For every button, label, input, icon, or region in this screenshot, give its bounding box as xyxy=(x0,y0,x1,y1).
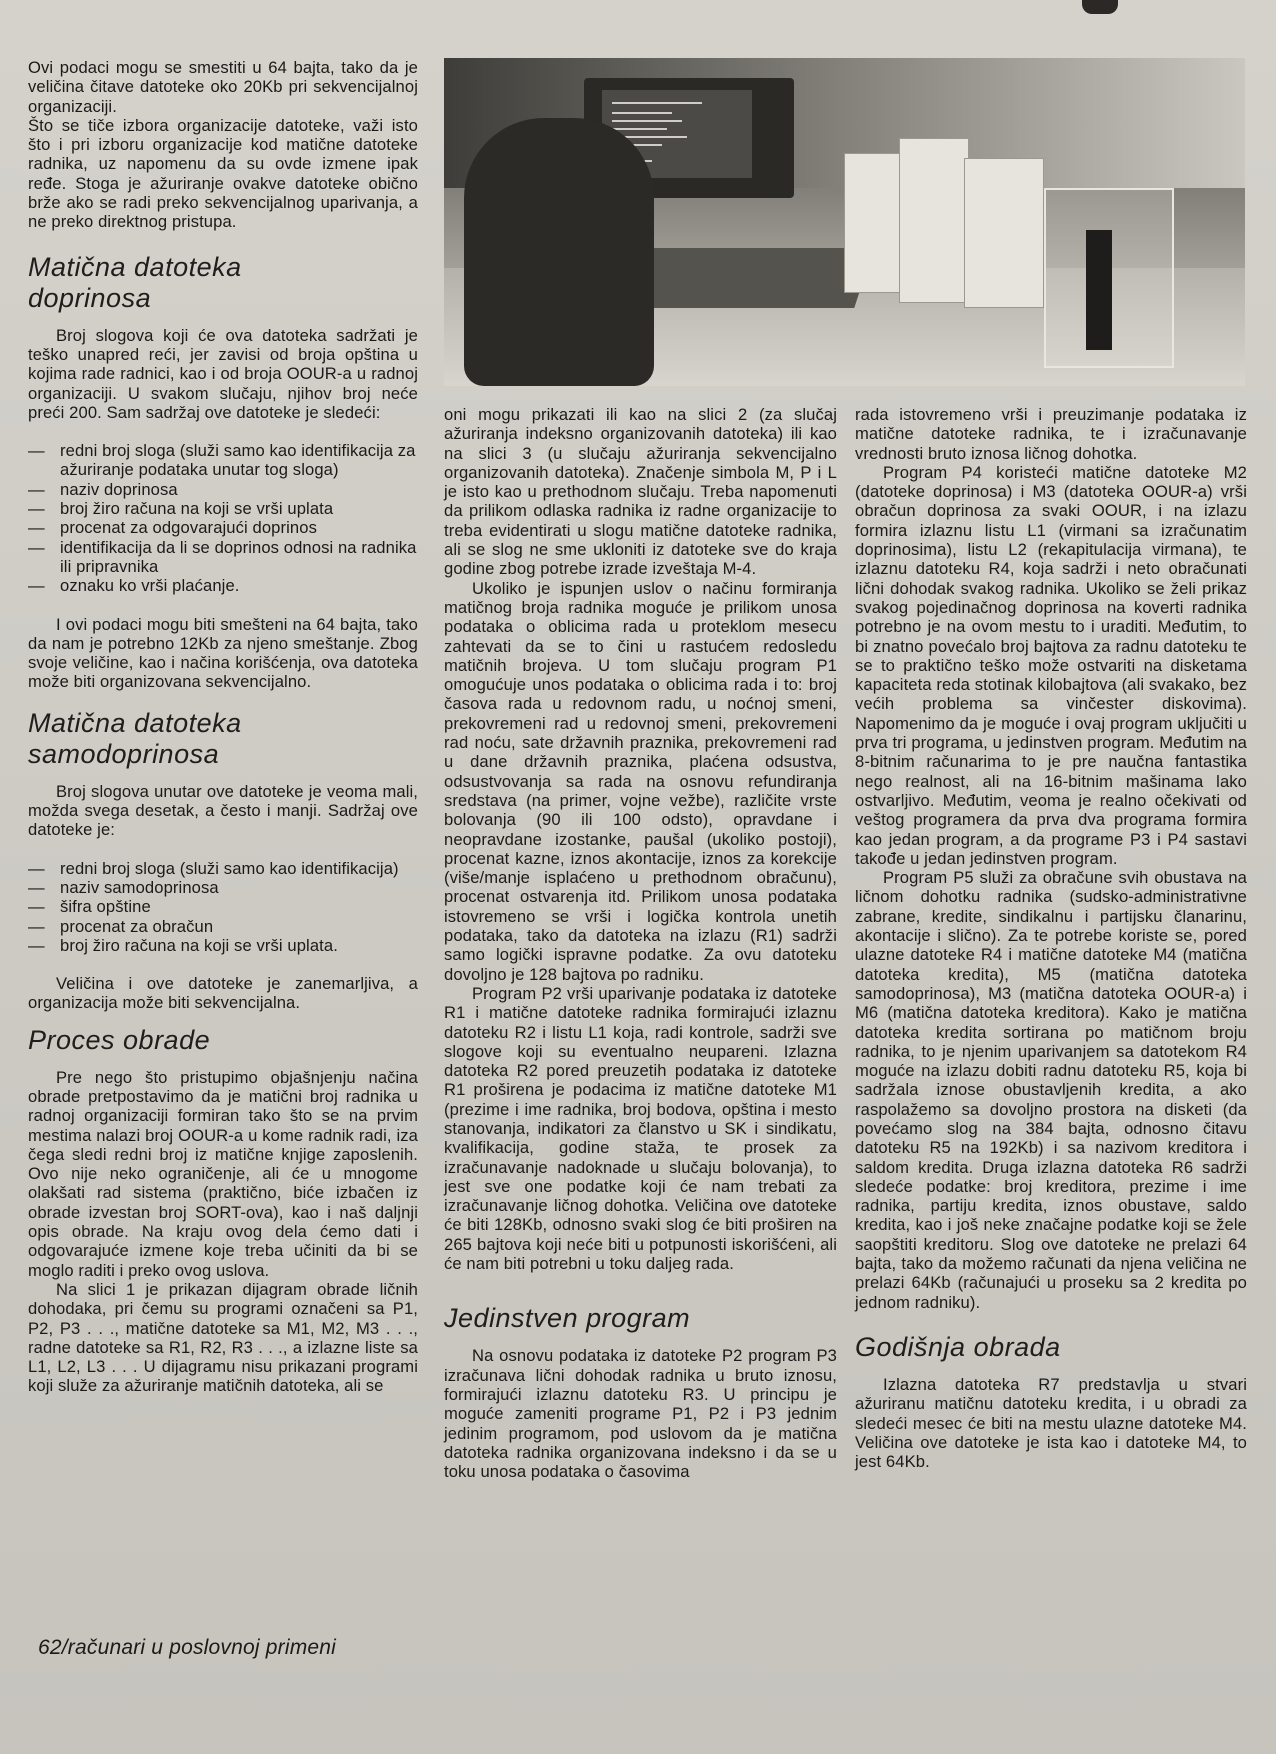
paragraph: Broj slogova unutar ove datoteke je veoma mali, možda svega desetak, a često i manji. Sadržaj ove datoteke je: xyxy=(28,781,418,840)
field-list-doprinosa xyxy=(28,441,418,595)
list-item: — redni broj sloga (služi samo kao identifikacija za ažuriranje podataka unutar tog sloga) xyxy=(28,441,418,480)
page-footer: 62/računari u poslovnoj primeni xyxy=(38,1636,337,1659)
section-heading: Matična datoteka doprinosa xyxy=(28,251,242,313)
section-heading: Matična datoteka samodoprinosa xyxy=(28,707,242,769)
list-item: — naziv samodoprinosa xyxy=(28,878,418,897)
binding-clip xyxy=(1082,0,1118,14)
field-list-samodoprinosa xyxy=(28,859,418,955)
section-heading: Proces obrade xyxy=(28,1024,211,1055)
paragraph: Na slici 1 je prikazan dijagram obrade ličnih dohodaka, pri čemu su programi označeni sa P1, P2, P3 . . ., matične datoteke sa M1, M2, M3 . . ., radne datoteke sa R1, R2, R3 . . ., a izlazne liste sa L1, L2, L3 . . . U dijagramu nisu prikazani programi koji služe za ažuriranje matičnih datoteka, ali se xyxy=(28,1279,418,1396)
paragraph: Veličina i ove datoteke je zanemarljiva, a organizacija može biti sekvencijalna. xyxy=(28,974,418,1013)
list-item: — naziv doprinosa xyxy=(28,480,418,499)
paragraph: I ovi podaci mogu biti smešteni na 64 bajta, tako da nam je potrebno 12Kb za njeno smeštanje. Zbog svoje veličine, kao i načina korišćenja, ova datoteka može biti organizovana sekvencijalno. xyxy=(28,614,418,692)
paragraph: Program P2 vrši uparivanje podataka iz datoteke R1 i matične datoteke radnika formirajući izlaznu datoteku R2 i listu L1 koja, radi kontrole, sadrži sve slogove koji su eventualno neupareni. Izlazna datoteka R2 pored preuzetih podataka iz datoteke R1 proširena je podacima iz matične datoteke M1 (prezime i ime radnika, broj bodova, opština i mesto stanovanja, indikatori za članstvo u SK i sindikatu, kvalifikacija, godine staža, te prosek za izračunavanje nadoknade u slučaju bolovanja), to jest sve one podatke koji će nam trebati za izračunavanje ličnog dohotka. Veličina ove datoteke će biti 128Kb, odnosno svaki slog će biti proširen na 265 bajtova koji neće biti u potpunosti iskorišćeni, ali će nam biti potrebni u toku daljeg rada. xyxy=(444,983,837,1274)
list-item: — oznaku ko vrši plaćanje. xyxy=(28,576,418,595)
list-item: — broj žiro računa na koji se vrši uplata xyxy=(28,499,418,518)
paragraph: Izlazna datoteka R7 predstavlja u stvari ažuriranu matičnu datoteku kredita, i u obradi za sledeći mesec će biti na mestu ulazne datoteke M4. Veličina ove datoteke je ista kao i datoteke M4, to jest 64Kb. xyxy=(855,1374,1247,1472)
section-heading: Jedinstven program xyxy=(444,1303,691,1334)
paragraph: Program P4 koristeći matične datoteke M2 (datoteke doprinosa) i M3 (datoteka OOUR-a) vrši obračun doprinosa za svaki OOUR, i na izlazu formira izlaznu listu L1 (virmani sa izračunatim doprinosima), listu L2 (rekapitulacija virmana), te izlaznu datoteku R4, koja sadrži i neto obračunati lični dohodak svakog radnika. Ukoliko se želi prikaz svakog pojedinačnog doprinosa na koverti radnika potrebno je na ovom mestu to i uraditi. Međutim, to bi znatno povećalo broj bajtova za radnu datoteku te se to praktično teško može ostvariti na disketama kapaciteta reda stotinak kilobajtova (ali svakako, bez većih problema sa vinčester diskovima). Napomenimo da je moguće i ovaj program uključiti u prva tri programa, u jedinstven program. Međutim na 8-bitnim računarima to je pre naučna fantastika nego realnost, ali na 16-bitnim mašinama lako ostvarljivo. Međutim, veoma je realno očekivati od veštog programera da prva dva programa formira kao jedan program, a da programe P3 i P4 sastavi takođe u jedan jedinstven program. xyxy=(855,462,1247,868)
paragraph: Na osnovu podataka iz datoteke P2 program P3 izračunava lični dohodak radnika u bruto iznosu, formirajući izlaznu datoteku R3. U principu je moguće zameniti programe P1, P2 i P3 jednim jedinim programom, pod uslovom da je matična datoteka radnika organizovana indeksno i da se u toku unosa podataka o časovima xyxy=(444,1346,837,1482)
paragraph: oni mogu prikazati ili kao na slici 2 (za slučaj ažuriranja indeksno organizovanih datoteka) ili kao na slici 3 (u slučaju ažuriranja sekvencijalno organizovanih datoteka). Značenje simbola M, P i L je isto kao u prethodnom slučaju. Treba napomenuti da prilikom odlaska radnika iz radne organizacije to treba evidentirati u slogu matične datoteke radnika, ali se slog ne sme ukloniti iz datoteke sve do kraja godine zbog potrebe izrade izveštaja M-4. xyxy=(444,405,837,579)
paragraph: rada istovremeno vrši i preuzimanje podataka iz matične datoteke radnika, te i izračunavanje vrednosti bruto iznosa ličnog dohotka. xyxy=(855,405,1247,463)
paragraph: Ovi podaci mogu se smestiti u 64 bajta, tako da je veličina čitave datoteke oko 20Kb pri sekvencijalnoj organizaciji. xyxy=(28,58,418,116)
paragraph: Pre nego što pristupimo objašnjenju načina obrade pretpostavimo da je matični broj radnika u radnoj organizaciji formiran tako što se na prvim mestima nalazi broj OOUR-a u kome radnik radi, iza čega sledi redni broj iz matične knjige zaposlenih. Ovo nije neko ograničenje, ali će u mnogome olakšati rad sistema (praktično, biće izbačen iz obrade izvestan broj SORT-ova), kao i naš daljnji opis obrade. Na kraju ovog dela ćemo dati i odgovarajuće izmene koje treba učiniti da bi se moglo raditi i preko ovog uslova. xyxy=(28,1067,418,1280)
column-1 xyxy=(28,58,418,1396)
list-item: — identifikacija da li se doprinos odnosi na radnika ili pripravnika xyxy=(28,538,418,577)
disk-case-illustration xyxy=(1044,188,1174,368)
list-item: — šifra opštine xyxy=(28,897,418,916)
paragraph: Ukoliko je ispunjen uslov o načinu formiranja matičnog broja radnika moguće je prilikom unosa podataka o oblicima rada u proteklom mesecu zahtevati da se to čini u rastućem redosledu matičnih brojeva. U tom slučaju program P1 omogućuje unos podataka o oblicima rada i to: broj časova rada u redovnom radu, u noćnoj smeni, prekovremeni rad u redovnoj smeni, prekovremeni rad noću, sate državnih praznika, prekovremeni rad u dane državnih praznika, plaćena odsustva, odsustvovanja sa rada na osnovu refundiranja sredstava (na primer, vojne vežbe), različite vrste bolovanja (90 ili 100 odsto), opravdane i neopravdane izostanke, paušal (ukoliko postoji), procenat kazne, iznos akontacije, iznos za korekcije (više/manje isplaćeno u prethodnom obračunu), procenat ostvarenja itd. Prilikom unosa podataka istovremeno se vrši i logička kontrola unetih podataka, tako da datoteka na izlazu (R1) sadrži samo logički ispravne podatke. Za ovu datoteku dovoljno je 128 bajtova po radniku. xyxy=(444,578,837,984)
list-item: — redni broj sloga (služi samo kao identifikacija) xyxy=(28,859,418,878)
list-item: — procenat za odgovarajući doprinos xyxy=(28,518,418,537)
paragraph: Što se tiče izbora organizacije datoteke, važi isto što i pri izboru organizacije kod matične datoteke radnika, uz napomenu da su ovde izmene ipak ređe. Stoga je ažuriranje ovakve datoteke obično brže ako se radi preko sekvencijalnog uparivanja, a ne preko direktnog pristupa. xyxy=(28,115,418,232)
paragraph: Broj slogova koji će ova datoteka sadržati je teško unapred reći, jer zavisi od broja opština u kojima rade radnici, kao i od broja OOUR-a u radnoj organizaciji. U svakom slučaju, njihov broj neće preći 200. Sam sadržaj ove datoteke je sledeći: xyxy=(28,325,418,422)
list-item: — broj žiro računa na koji se vrši uplata. xyxy=(28,936,418,955)
list-item: — procenat za obračun xyxy=(28,917,418,936)
photo-computer-workstation xyxy=(444,58,1245,386)
section-heading: Godišnja obrada xyxy=(855,1331,1061,1362)
paragraph: Program P5 služi za obračune svih obustava na ličnom dohotku radnika (sudsko-administrativne zabrane, kredite, sindikalnu i partijsku članarinu, akontacije i slično). Za te potrebe koriste se, pored ulazne datoteke R4 i matične datoteke M4 (matična datoteka kredita), M5 (matična datoteka samodoprinosa), M3 (matična datoteka OOUR-a) i M6 (matična datoteka kreditora). Kako je matična datoteka kredita sortirana po matičnom broju radnika, to je njenim uparivanjem sa datotekom R4 moguće na izlazu dobiti radnu datoteku R5, koja bi sadržala iznose obustavljenih kredita, a ako raspolažemo sa dovoljno prostora na disketi (da povećamo slog na 384 bajta, odnosno čitavu datoteku R5 na 192Kb) i sa nazivom kreditora i saldom kredita. Druga izlazna datoteka R6 sadrži sledeće podatke: broj kreditora, prezime i ime radnika, partiju kredita, iznos obustave, saldo kredita, kao i još neke značajne podatke koji se žele saopštiti kreditoru. Slog ove datoteke ne prelazi 64 bajta, tako da možemo računati da njena veličina ne prelazi 64Kb (računajući u proseku sa 2 kredita po jednom radniku). xyxy=(855,868,1247,1312)
column-2 xyxy=(444,405,837,1481)
column-3 xyxy=(855,405,1247,1471)
person-illustration xyxy=(464,118,654,386)
